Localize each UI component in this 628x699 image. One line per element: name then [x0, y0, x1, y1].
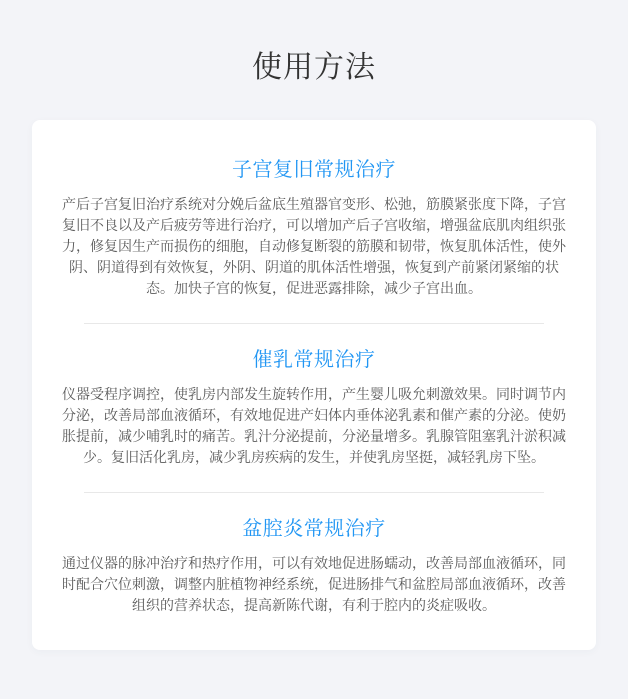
page-title: 使用方法 [252, 51, 376, 84]
section-heading-uterine-recovery: 子宫复旧常规治疗 [232, 159, 396, 181]
section-uterine-recovery [62, 158, 566, 299]
section-body-uterine-recovery: 产后子宫复旧治疗系统对分娩后盆底生殖器官变形、松弛，筋膜紧张度下降，子宫复旧不良以及产后疲劳等进行治疗，可以增加产后子宫收缩，增强盆底肌肉组织张力，修复因生产而损伤的细胞，自动修复断裂的筋膜和韧带，恢复肌体活性，使外阴、阴道得到有效恢复，外阴、阴道的肌体活性增强，恢复到产前紧闭紧缩的状态。加快子宫的恢复，促进恶露排除，减少子宫出血。 [62, 196, 566, 296]
section-pelvic-inflammation [62, 517, 566, 616]
section-lactation [62, 348, 566, 468]
section-body-lactation: 仪器受程序调控，使乳房内部发生旋转作用，产生婴儿吸允刺激效果。同时调节内分泌，改善局部血液循环，有效地促进产妇体内垂体泌乳素和催产素的分泌。使奶胀提前，减少哺乳时的痛苦。乳汁分泌提前，分泌量增多。乳腺管阻塞乳汁淤积减少。复旧活化乳房，减少乳房疾病的发生，并使乳房坚挺，减轻乳房下坠。 [62, 386, 566, 465]
section-divider [84, 323, 544, 324]
section-divider [84, 492, 544, 493]
section-heading-lactation: 催乳常规治疗 [252, 349, 376, 371]
section-body-pelvic-inflammation: 通过仪器的脉冲治疗和热疗作用，可以有效地促进肠蠕动，改善局部血液循环，同时配合穴位刺激，调整内脏植物神经系统，促进肠排气和盆腔局部血液循环，改善组织的营养状态，提高新陈代谢，有利于腔内的炎症吸收。 [62, 555, 566, 613]
content-card [32, 120, 596, 650]
section-heading-pelvic-inflammation: 盆腔炎常规治疗 [242, 518, 386, 540]
